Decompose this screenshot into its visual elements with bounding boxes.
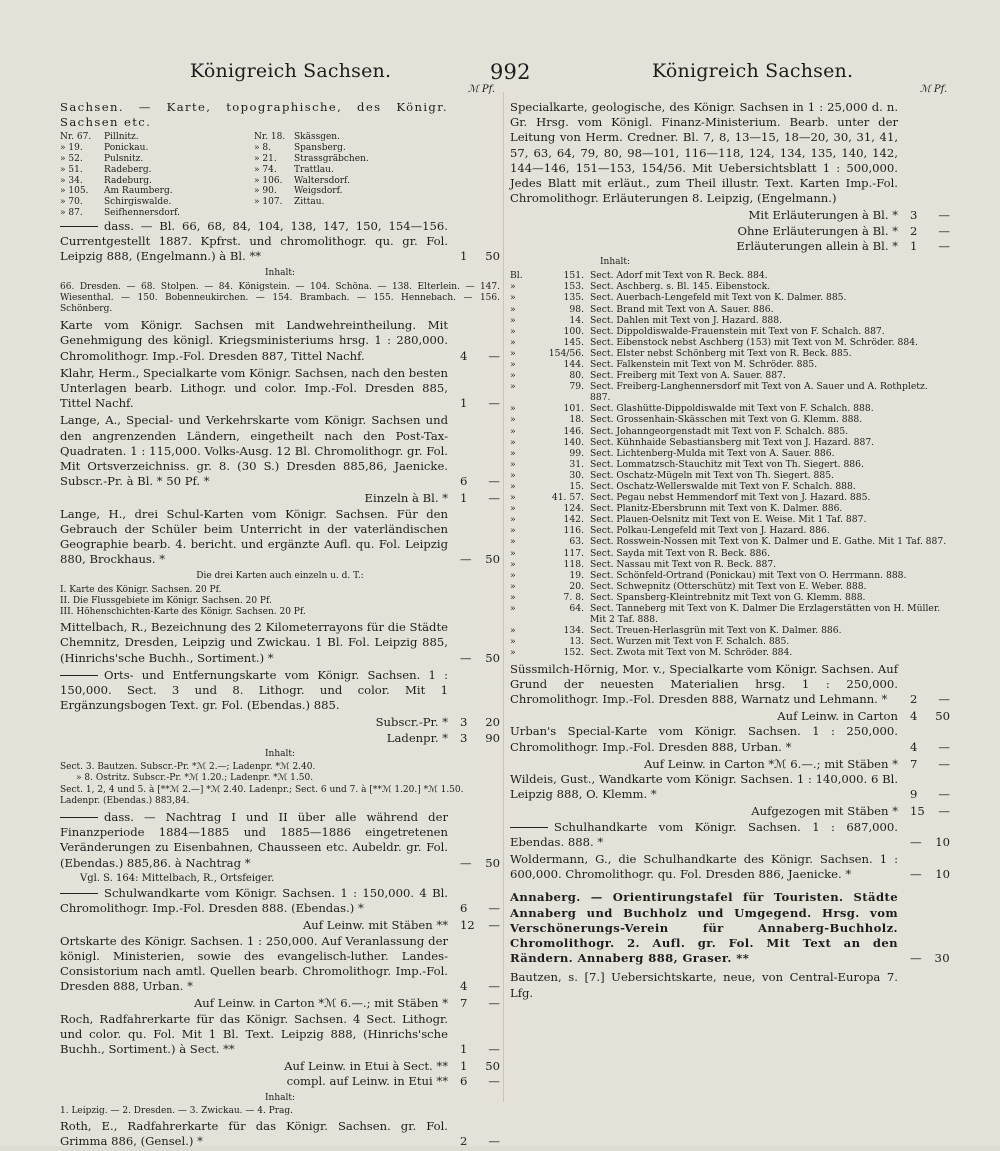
table-cell: »	[510, 403, 516, 415]
table-cell: Sect. Kühnhaide Sebastiansberg mit Text von J. Hazard. 887.	[590, 436, 875, 448]
table-row	[510, 337, 950, 348]
price-line: compl. auf Leinw. in Etui ** 6 —	[286, 1074, 500, 1089]
entry-ortskarte: Ortskarte des Königr. Sachsen. 1 : 250,000. Auf Veranlassung der königl. Ministerien, sowie des evangelisch-luther. Landes-Consistorium nach amtl. Quellen bearb. Chromolithogr. Imp.-Fol. Dresden 888, Urban. * 4 —	[60, 933, 500, 994]
right-column	[510, 100, 950, 1003]
table-cell: Sect. Sayda mit Text von R. Beck. 886.	[590, 547, 771, 559]
price-line: Auf Leinw. in Carton *ℳ 6.—.; mit Stäben * 7 —	[193, 996, 500, 1011]
entry-lange-a: Lange, A., Special- und Verkehrskarte vom Königr. Sachsen und den angrenzenden Ländern, eingetheilt nach den Post-Tax-Quadraten. 1 : 115,000. Volks-Ausg. 12 Bl. Chromolithogr. gr. Fol. Mit Ortsverzeichniss. gr. 8. (30 S.) Dresden 885,86, Jaenicke. Subscr.-Pr. à Bl. * 50 Pf. * 6 —	[60, 413, 500, 489]
table-cell: 146.	[563, 425, 584, 437]
table-cell: Sect. Nassau mit Text von R. Beck. 887.	[590, 558, 777, 570]
table-row	[60, 132, 500, 143]
table-cell: »	[510, 381, 516, 393]
table-row	[510, 559, 950, 570]
table-cell: »	[510, 358, 516, 370]
table-cell: Sect. Tanneberg mit Text von K. Dalmer Die Erzlagerstätten von H. Müller. Mit 2 Taf. 888.	[590, 603, 941, 626]
price-line: Aufgezogen mit Stäben * 15 —	[751, 804, 950, 819]
table-cell: »	[510, 325, 516, 337]
table-row	[510, 548, 950, 559]
table-cell: Zittau.	[294, 197, 325, 208]
table-row	[510, 326, 950, 337]
entry-roth: Roth, E., Radfahrerkarte für das Königr. Sachsen. gr. Fol. Grimma 886, (Gensel.) * 2 —	[60, 1118, 500, 1149]
table-cell: 13.	[569, 636, 584, 648]
table-row	[510, 481, 950, 492]
entry-klahr: Klahr, Herm., Specialkarte vom Königr. Sachsen, nach den besten Unterlagen bearb. Lithogr. und color. Imp.-Fol. Dresden 885, Tittel Nachf. 1 —	[60, 365, 500, 411]
price-line: Auf Leinw. in Carton 4 50	[777, 709, 950, 724]
table-cell: »	[510, 558, 516, 570]
price-line: Erläuterungen allein à Bl. * 1 —	[736, 238, 950, 253]
table-cell: »	[510, 469, 516, 481]
dash-rule	[60, 226, 98, 227]
table-row	[510, 536, 950, 547]
inhalt-label: Inhalt:	[264, 748, 296, 759]
entry-mittelbach: Mittelbach, R., Bezeichnung des 2 Kilometerrayons für die Städte Chemnitz, Dresden, Leipzig und Zwickau. 1 Bl. Fol. Leipzig 885, (Hinrichs'sche Buchh., Sortiment.) * — 50	[60, 620, 500, 665]
running-head-left: Königreich Sachsen.	[190, 60, 392, 82]
column-divider	[503, 92, 504, 1102]
table-cell: » 52.	[60, 154, 83, 164]
table-cell: 79.	[569, 381, 584, 393]
price-line: Subscr.-Pr. * 3 20	[375, 715, 500, 730]
table-row	[510, 514, 950, 525]
table-cell: 15.	[569, 481, 584, 493]
table-cell: 7. 8.	[563, 591, 584, 603]
table-row	[60, 176, 500, 187]
table-cell: 64.	[569, 603, 584, 615]
table-cell: 14.	[569, 314, 584, 326]
dash-rule	[60, 675, 98, 676]
table-cell: »	[510, 347, 516, 359]
price: 4 —	[460, 979, 500, 994]
table-cell: Radeburg.	[104, 175, 152, 186]
table-cell: » 90.	[254, 186, 277, 197]
table-cell: 116.	[563, 525, 584, 537]
table-cell: Skässgen.	[294, 132, 340, 143]
table-cell: » 105.	[60, 186, 89, 197]
inhalt-label: Inhalt:	[264, 1092, 296, 1103]
table-row	[510, 581, 950, 592]
table-cell: Waltersdorf.	[294, 175, 350, 186]
table-cell: 153.	[563, 281, 584, 293]
entry-urban: Urban's Special-Karte vom Königr. Sachsen. 1 : 250,000. Chromolithogr. Imp.-Fol. Dresden 888, Urban. * 4 —	[510, 724, 950, 754]
table-row	[510, 426, 950, 437]
table-cell: Sect. Johanngeorgenstadt mit Text von F. Schalch. 885.	[590, 425, 849, 437]
dash-rule	[60, 817, 98, 818]
entry-orts-entfernung: Orts- und Entfernungskarte vom Königr. Sachsen. 1 : 150,000. Sect. 3 und 8. Lithogr. und color. Mit 1 Ergänzungsbogen Text. gr. Fol. (Ebendas.) 885.	[60, 667, 448, 713]
table-row	[510, 304, 950, 315]
price: 2 —	[910, 691, 950, 706]
page-number: 992	[490, 60, 531, 84]
price-line: Auf Leinw. in Carton *ℳ 6.—.; mit Stäben * 7 —	[643, 756, 950, 771]
table-cell: »	[510, 281, 516, 293]
currency-header-left: ℳ Pf.	[468, 84, 496, 95]
table-cell: Sect. Pegau nebst Hemmendorf mit Text von J. Hazard. 885.	[590, 492, 871, 504]
entry-annaberg: Annaberg. — Orientirungstafel für Touristen. Städte Annaberg und Buchholz und Umgegend. Hrsg. vom Verschönerungs-Verein für Annaberg-Buchholz. Chromolithogr. 2. Aufl. gr. Fol. Mit Text an den Rändern. Annaberg 888, Graser. ** — 30	[510, 890, 950, 966]
table-cell: Sect. Dippoldiswalde-Frauenstein mit Text von F. Schalch. 887.	[590, 325, 885, 337]
table-row	[510, 459, 950, 470]
price: 9 —	[910, 787, 950, 802]
table-cell: 124.	[563, 503, 584, 515]
table-row	[510, 647, 950, 658]
price-line: Auf Leinw. mit Stäben ** 12 —	[302, 918, 500, 933]
table-row	[60, 186, 500, 197]
table-row	[510, 570, 950, 581]
table-cell: »	[510, 580, 516, 592]
running-head-right: Königreich Sachsen.	[652, 60, 854, 82]
table-cell: Sect. Treuen-Herlasgrün mit Text von K. Dalmer. 886.	[590, 625, 842, 637]
table-cell: Schirgiswalde.	[104, 197, 172, 208]
table-row	[510, 625, 950, 636]
table-cell: »	[510, 603, 516, 615]
table-row	[510, 370, 950, 381]
table-cell: 134.	[563, 625, 584, 637]
table-row	[510, 603, 950, 625]
entry-specialkarte-geologische: Specialkarte, geologische, des Königr. Sachsen in 1 : 25,000 d. n. Gr. Hrsg. vom Königl. Finanz-Ministerium. Bearb. unter der Leitung von Herm. Credner. Bl. 7, 8, 13—15, 18—20, 30, 31, 41, 57, 63, 64, 79, 80, 98—101, 116—118, 124, 134, 135, 140, 142, 144—146, 151—153, 154/56. Mit Uebersichtsblatt 1 : 500,000. Jedes Blatt mit erläut., zum Theil illustr. Text. Karten Imp.-Fol. Chromolithogr. Erläuterungen 8. Leipzig, (Engelmann.)	[510, 100, 898, 206]
table-row	[60, 208, 500, 219]
table-cell: Ponickau.	[104, 143, 149, 154]
table-row	[60, 154, 500, 165]
table-cell: » 74.	[254, 164, 277, 175]
table-cell: »	[510, 303, 516, 315]
table-cell: 101.	[563, 403, 584, 415]
price: — 10	[910, 834, 950, 849]
table-cell: »	[510, 481, 516, 493]
sheet-list-table	[60, 132, 500, 218]
table-cell: 30.	[569, 469, 584, 481]
table-cell: »	[510, 370, 516, 382]
table-cell: 140.	[563, 436, 584, 448]
table-row	[60, 165, 500, 176]
table-cell: »	[510, 314, 516, 326]
table-cell: Sect. Oschatz-Wellerswalde mit Text von F. Schalch. 888.	[590, 481, 856, 493]
entry-sachsen-title: Sachsen. — Karte, topographische, des Königr. Sachsen etc.	[60, 100, 448, 130]
sub-heading: Die drei Karten auch einzeln u. d. T.:	[196, 571, 364, 582]
price: 1 —	[460, 1041, 500, 1056]
table-cell: 31.	[569, 458, 584, 470]
table-cell	[294, 208, 500, 219]
table-cell: Sect. Polkau-Lengefeld mit Text von J. Hazard. 886.	[590, 525, 830, 537]
entry-karte-landwehr: Karte vom Königr. Sachsen mit Landwehreintheilung. Mit Genehmigung des königl. Kriegsministeriums hrsg. 1 : 280,000. Chromolithogr. Imp.-Fol. Dresden 887, Tittel Nachf. 4 —	[60, 318, 500, 363]
table-cell: » 70.	[60, 197, 83, 208]
table-cell: »	[510, 625, 516, 637]
table-cell: 118.	[563, 558, 584, 570]
table-cell: » 107.	[254, 197, 283, 208]
table-row	[60, 197, 500, 208]
entry-dass-nachtrag: dass. — Nachtrag I und II über alle während der Finanzperiode 1884—1885 und 1885—1886 eingetretenen Veränderungen zu Eisenbahnen, Chausseen etc. Aubeldr. gr. Fol. (Ebendas.) 885,86. à Nachtrag * — 50	[60, 809, 500, 870]
table-cell: »	[510, 292, 516, 304]
table-cell: Sect. Freiberg-Langhennersdorf mit Text von A. Sauer und A. Rothpletz. 887.	[590, 381, 928, 404]
price: 6 —	[460, 901, 500, 916]
table-cell: 142.	[563, 514, 584, 526]
table-cell: Weigsdorf.	[294, 186, 343, 197]
table-cell: »	[510, 525, 516, 537]
sub-item: II. Die Flussgebiete im Königr. Sachsen. 20 Pf.	[60, 595, 272, 606]
table-cell: Sect. Eibenstock nebst Aschberg (153) mit Text von M. Schröder. 884.	[590, 336, 918, 348]
table-row	[510, 281, 950, 292]
table-cell: Sect. Grossenhain-Skässchen mit Text von G. Klemm. 888.	[590, 414, 863, 426]
table-row	[510, 292, 950, 303]
table-cell: 80.	[569, 370, 584, 382]
sub-item: I. Karte des Königr. Sachsen. 20 Pf.	[60, 584, 222, 595]
table-cell: Sect. Schönfeld-Ortrand (Ponickau) mit Text von O. Herrmann. 888.	[590, 569, 907, 581]
table-row	[510, 470, 950, 481]
entry-roch: Roch, Radfahrerkarte für das Königr. Sachsen. 4 Sect. Lithogr. und color. qu. Fol. Mit 1 Bl. Text. Leipzig 888, (Hinrichs'sche Buchh., Sortiment.) à Sect. ** 1 —	[60, 1011, 500, 1056]
table-cell: »	[510, 492, 516, 504]
price: 6 —	[460, 474, 500, 489]
table-cell: Bl.	[510, 270, 523, 282]
table-row	[510, 348, 950, 359]
table-cell: Sect. Planitz-Ebersbrunn mit Text von K. Dalmer. 886.	[590, 503, 843, 515]
table-cell: »	[510, 636, 516, 648]
entry-lange-h: Lange, H., drei Schul-Karten vom Königr. Sachsen. Für den Gebrauch der Schüler beim Unterricht in der vaterländischen Geographie bearb. 4. bericht. und ergänzte Aufl. qu. Fol. Leipzig 880, Brockhaus. * — 50	[60, 506, 500, 567]
inhalt-label: Inhalt:	[600, 257, 631, 268]
table-cell: »	[510, 647, 516, 659]
table-cell: » 8.	[254, 143, 271, 154]
table-row	[510, 414, 950, 425]
table-cell: 63.	[569, 536, 584, 548]
table-cell: Sect. Spansberg-Kleintrebnitz mit Text von G. Klemm. 888.	[590, 591, 866, 603]
table-cell: Sect. Lommatzsch-Stauchitz mit Text von Th. Siegert. 886.	[590, 458, 864, 470]
table-cell: Sect. Dahlen mit Text von J. Hazard. 888.	[590, 314, 783, 326]
table-cell: Trattlau.	[294, 164, 334, 175]
entry-dass-1: dass. — Bl. 66, 68, 84, 104, 138, 147, 150, 154—156. Currentgestellt 1887. Kpfrst. und chromolithogr. qu. gr. Fol. Leipzig 888, (Engelmann.) à Bl. ** 1 50	[60, 218, 500, 264]
table-cell: 99.	[569, 447, 584, 459]
table-cell: »	[510, 414, 516, 426]
table-cell: »	[510, 569, 516, 581]
price-line: Ohne Erläuterungen à Bl. * 2 —	[737, 223, 950, 238]
table-cell: 117.	[563, 547, 584, 559]
table-cell: »	[510, 447, 516, 459]
table-cell: 154/56.	[548, 347, 584, 359]
dash-rule	[60, 893, 98, 894]
table-cell: Strassgräbchen.	[294, 154, 369, 164]
table-row	[510, 437, 950, 448]
table-cell: »	[510, 336, 516, 348]
table-cell: 20.	[569, 580, 584, 592]
table-cell: Pillnitz.	[104, 132, 139, 143]
contents-line: » 8. Ostritz. Subscr.-Pr. *ℳ 1.20.; Ladenpr. *ℳ 1.50.	[76, 773, 314, 784]
price: 4 —	[910, 739, 950, 754]
table-cell: Seifhennersdorf.	[104, 207, 181, 218]
table-row	[510, 315, 950, 326]
table-cell: »	[510, 514, 516, 526]
contents-line: Sect. 1, 2, 4 und 5. à [**ℳ 2.—] *ℳ 2.40. Ladenpr.; Sect. 6 und 7. à [**ℳ 1.20.] *ℳ 1.50. Ladenpr. (Ebendas.) 883,84.	[60, 784, 464, 806]
table-cell: » 21.	[254, 154, 277, 164]
price: 1 50	[460, 249, 500, 264]
table-row	[510, 492, 950, 503]
table-cell: 135.	[563, 292, 584, 304]
price: — 50	[460, 552, 500, 567]
table-cell: Sect. Lichtenberg-Mulda mit Text von A. Sauer. 886.	[590, 447, 835, 459]
table-cell: »	[510, 503, 516, 515]
table-row	[60, 143, 500, 154]
table-row	[510, 503, 950, 514]
table-cell: 145.	[563, 336, 584, 348]
price: — 10	[910, 867, 950, 882]
table-cell: 18.	[569, 414, 584, 426]
price-line: Mit Erläuterungen à Bl. * 3 —	[748, 208, 950, 223]
table-cell: Sect. Plauen-Oelsnitz mit Text von E. Weise. Mit 1 Taf. 887.	[590, 514, 867, 526]
table-row	[510, 270, 950, 281]
left-column	[60, 100, 500, 1151]
price-line: Einzeln à Bl. * 1 —	[364, 491, 500, 506]
table-cell: Spansberg.	[294, 143, 346, 154]
cross-reference: Vgl. S. 164: Mittelbach, R., Ortsfeiger.	[80, 872, 275, 884]
table-cell: »	[510, 458, 516, 470]
entry-schulhandkarte: Schulhandkarte vom Königr. Sachsen. 1 : 687,000. Ebendas. 888. * — 10	[510, 819, 950, 849]
table-cell: 41. 57.	[551, 492, 584, 504]
table-cell: »	[510, 547, 516, 559]
contents-line: Sect. 3. Bautzen. Subscr.-Pr. *ℳ 2.—; Ladenpr. *ℳ 2.40.	[60, 762, 316, 773]
entry-schulwandkarte: Schulwandkarte vom Königr. Sachsen. 1 : 150,000. 4 Bl. Chromolithogr. Imp.-Fol. Dresden 888. (Ebendas.) * 6 —	[60, 885, 500, 916]
table-cell: Pulsnitz.	[104, 154, 144, 164]
price-line: Auf Leinw. in Etui à Sect. ** 1 50	[284, 1059, 500, 1074]
inhalt-label: Inhalt:	[264, 268, 296, 279]
table-cell: 100.	[563, 325, 584, 337]
price: — 50	[460, 650, 500, 665]
table-cell: 144.	[563, 358, 584, 370]
section-list-table	[510, 270, 950, 658]
table-cell: » 87.	[60, 207, 83, 218]
price: 2 —	[460, 1134, 500, 1149]
table-cell: 151.	[563, 270, 584, 282]
table-row	[510, 525, 950, 536]
table-cell: Sect. Brand mit Text von A. Sauer. 886.	[590, 303, 774, 315]
price: — 50	[460, 855, 500, 870]
table-cell: 152.	[563, 647, 584, 659]
sub-item: III. Höhenschichten-Karte des Königr. Sachsen. 20 Pf.	[60, 607, 306, 618]
contents-list: 66. Dresden. — 68. Stolpen. — 84. Königstein. — 104. Schöna. — 138. Elterlein. — 147. Wiesenthal. — 150. Bobenneukirchen. — 154. Brambach. — 155. Hennebach. — 156. Schönberg.	[60, 281, 500, 314]
price-line: Ladenpr. * 3 90	[386, 730, 500, 745]
table-cell: Nr. 67.	[60, 132, 92, 143]
table-cell: Sect. Falkenstein mit Text von M. Schröder. 885.	[590, 358, 818, 370]
table-cell: Sect. Aschberg. s. Bl. 145. Eibenstock.	[590, 281, 771, 293]
currency-header-right: ℳ Pf.	[920, 84, 948, 95]
table-cell: Sect. Wurzen mit Text von F. Schalch. 885.	[590, 636, 790, 648]
entry-wildeis: Wildeis, Gust., Wandkarte vom Königr. Sachsen. 1 : 140,000. 6 Bl. Leipzig 888, O. Klemm. * 9 —	[510, 771, 950, 802]
table-cell: Sect. Glashütte-Dippoldiswalde mit Text von F. Schalch. 888.	[590, 403, 874, 415]
entry-woldermann: Woldermann, G., die Schulhandkarte des Königr. Sachsen. 1 : 600,000. Chromolithogr. qu. Fol. Dresden 886, Jaenicke. * — 10	[510, 851, 950, 882]
table-cell: Sect. Oschatz-Mügeln mit Text von Th. Siegert. 885.	[590, 469, 834, 481]
table-cell: 98.	[569, 303, 584, 315]
table-cell: » 34.	[60, 175, 83, 186]
table-cell: Sect. Rosswein-Nossen mit Text von K. Dalmer und E. Gathe. Mit 1 Taf. 887.	[590, 536, 947, 548]
dash-rule	[510, 827, 548, 828]
table-cell: Sect. Elster nebst Schönberg mit Text von R. Beck. 885.	[590, 347, 852, 359]
table-row	[510, 448, 950, 459]
table-cell: Nr. 18.	[254, 132, 286, 143]
table-cell: Radeberg.	[104, 164, 152, 175]
table-row	[510, 592, 950, 603]
table-cell	[254, 208, 294, 219]
table-cell: »	[510, 436, 516, 448]
table-cell: Sect. Zwota mit Text von M. Schröder. 884.	[590, 647, 793, 659]
table-row	[510, 359, 950, 370]
table-cell: 19.	[569, 569, 584, 581]
table-cell: »	[510, 425, 516, 437]
table-cell: Sect. Schwepnitz (Otterschütz) mit Text von E. Weber. 888.	[590, 580, 867, 592]
price: 1 —	[460, 396, 500, 411]
table-row	[510, 381, 950, 403]
price: — 30	[910, 951, 950, 966]
contents-line: 1. Leipzig. — 2. Dresden. — 3. Zwickau. — 4. Prag.	[60, 1105, 294, 1116]
table-cell: »	[510, 591, 516, 603]
table-cell: Sect. Adorf mit Text von R. Beck. 884.	[590, 270, 768, 282]
table-cell: » 106.	[254, 175, 283, 186]
table-cell: »	[510, 536, 516, 548]
entry-bautzen: Bautzen, s. [7.] Uebersichtskarte, neue, von Central-Europa 7. Lfg.	[510, 970, 898, 1000]
table-cell: Sect. Auerbach-Lengefeld mit Text von K. Dalmer. 885.	[590, 292, 847, 304]
table-row	[510, 636, 950, 647]
table-cell: Am Raumberg.	[104, 186, 173, 197]
table-row	[510, 403, 950, 414]
table-cell: » 19.	[60, 143, 83, 154]
price: 4 —	[460, 348, 500, 363]
entry-suessmilch: Süssmilch-Hörnig, Mor. v., Specialkarte vom Königr. Sachsen. Auf Grund der neuesten Materialien hrsg. 1 : 250,000. Chromolithogr. Imp.-Fol. Dresden 888, Warnatz und Lehmann. * 2 —	[510, 661, 950, 706]
table-cell: Sect. Freiberg mit Text von A. Sauer. 887.	[590, 370, 786, 382]
table-cell: » 51.	[60, 164, 83, 175]
